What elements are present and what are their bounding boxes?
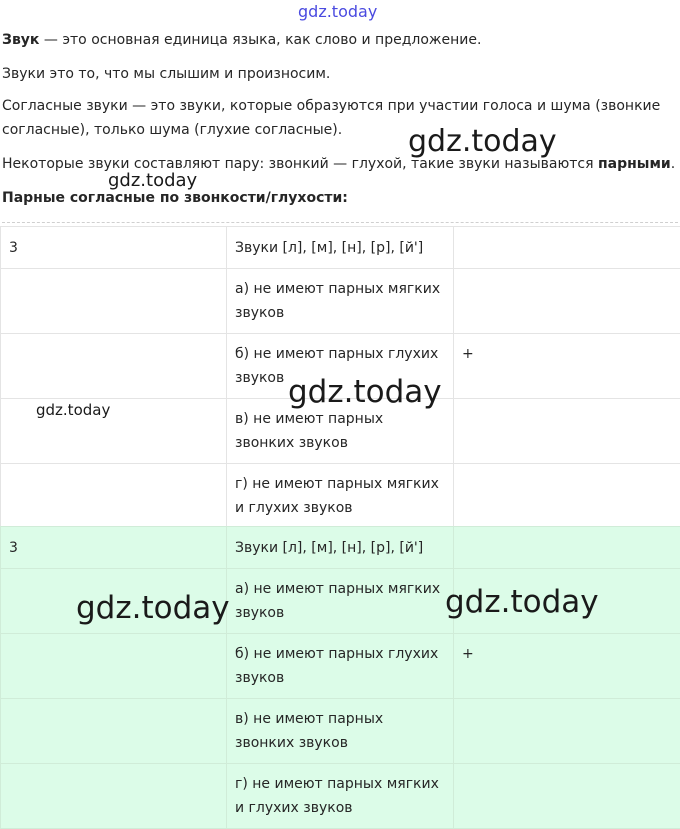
empty-cell	[1, 269, 227, 334]
question-text: Звуки [л], [м], [н], [р], [й']	[227, 527, 454, 569]
definition-paragraph	[2, 28, 678, 52]
answer-mark: +	[454, 334, 680, 399]
consonants-paragraph: Согласные звуки — это звуки, которые образуются при участии голоса и шума (звонкие согласные), только шума (глухие согласные).	[2, 94, 678, 142]
empty-cell	[1, 464, 227, 529]
answer-mark	[454, 527, 680, 569]
pairs-paragraph	[2, 152, 678, 176]
watermark: gdz.today	[408, 124, 557, 159]
empty-cell	[1, 634, 227, 699]
pairs-end: .	[671, 156, 675, 172]
watermark: gdz.today	[288, 374, 442, 410]
empty-cell	[1, 399, 227, 464]
watermark: gdz.today	[36, 401, 110, 419]
answer-mark	[454, 227, 680, 269]
option-text: б) не имеют парных глухих звуков	[227, 634, 454, 699]
answer-mark	[454, 699, 680, 764]
empty-cell	[1, 334, 227, 399]
table-row	[1, 569, 680, 634]
table-row	[1, 227, 680, 269]
question-table	[0, 226, 680, 529]
empty-cell	[1, 569, 227, 634]
sounds-paragraph: Звуки это то, что мы слышим и произносим.	[2, 62, 678, 86]
term-parnymi: парными	[598, 156, 671, 172]
definition-text: — это основная единица языка, как слово и предложение.	[39, 32, 481, 48]
watermark: gdz.today	[108, 170, 197, 191]
watermark: gdz.today	[445, 584, 599, 620]
answer-mark	[454, 464, 680, 529]
option-text: в) не имеют парных звонких звуков	[227, 399, 454, 464]
table-row	[1, 634, 680, 699]
answer-mark: +	[454, 634, 680, 699]
answer-table	[0, 526, 680, 829]
answer-mark	[454, 269, 680, 334]
watermark-top: gdz.today	[298, 2, 377, 21]
table-row	[1, 334, 680, 399]
answer-mark	[454, 764, 680, 829]
question-text: Звуки [л], [м], [н], [р], [й']	[227, 227, 454, 269]
option-text: а) не имеют парных мягких звуков	[227, 569, 454, 634]
term-zvuk: Звук	[2, 32, 39, 48]
table-row	[1, 527, 680, 569]
pairs-text: Некоторые звуки составляют пару: звонкий — глухой, такие звуки называются	[2, 156, 598, 172]
table-row	[1, 269, 680, 334]
option-text: г) не имеют парных мягких и глухих звуков	[227, 464, 454, 529]
answer-mark	[454, 569, 680, 634]
question-number: 3	[1, 227, 227, 269]
option-text: в) не имеют парных звонких звуков	[227, 699, 454, 764]
table-row	[1, 764, 680, 829]
option-text: а) не имеют парных мягких звуков	[227, 269, 454, 334]
option-text: б) не имеют парных глухих звуков	[227, 334, 454, 399]
question-number: 3	[1, 527, 227, 569]
empty-cell	[1, 699, 227, 764]
option-text: г) не имеют парных мягких и глухих звуков	[227, 764, 454, 829]
section-heading: Парные согласные по звонкости/глухости:	[2, 186, 678, 210]
table-row	[1, 699, 680, 764]
answer-mark	[454, 399, 680, 464]
table-row	[1, 399, 680, 464]
empty-cell	[1, 764, 227, 829]
table-row	[1, 464, 680, 529]
watermark: gdz.today	[76, 590, 230, 626]
